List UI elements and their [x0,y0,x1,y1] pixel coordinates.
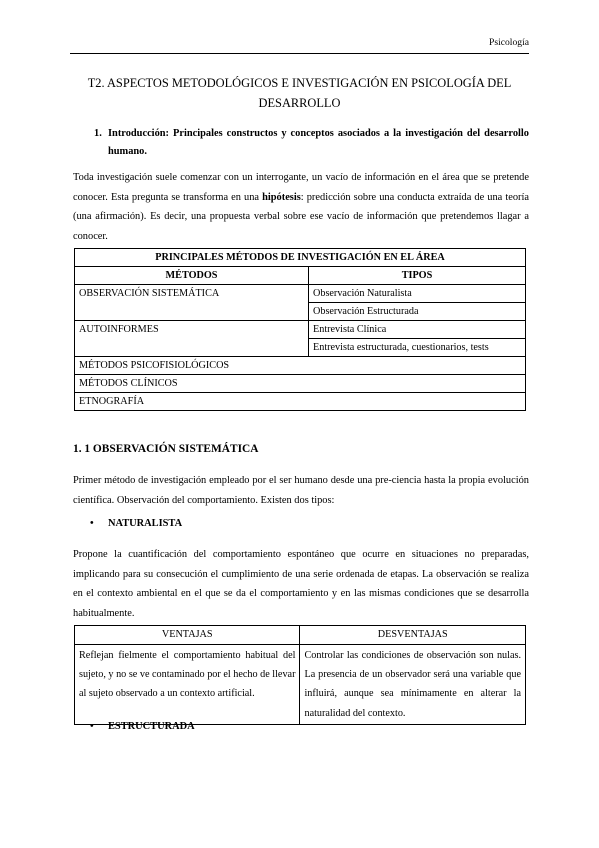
pros-cell: Reflejan fielmente el comportamiento habitual del sujeto, y no se ve contaminado por el hecho de llevar al sujeto observado a un contexto artificial. [75,645,300,725]
section-1-heading [94,125,529,161]
bullet-naturalista-label: NATURALISTA [108,518,183,529]
bullet-estructurada-label: ESTRUCTURADA [108,721,195,732]
methods-column-header: MÉTODOS [75,267,309,285]
hipotesis-term: hipótesis [262,191,301,203]
type-cell: Entrevista estructurada, cuestionarios, tests [309,339,526,357]
section-1-title: Introducción: Principales constructos y conceptos asociados a la investigación del desarrollo humano. [108,128,529,157]
cons-cell: Controlar las condiciones de observación son nulas. La presencia de un observador será una variable que influirá, aunque sea mínimamente en alterar la naturalidad del contexto. [300,645,526,725]
bullet-glyph: • [90,518,94,529]
method-cell: OBSERVACIÓN SISTEMÁTICA [75,285,309,321]
method-cell: AUTOINFORMES [75,321,309,357]
methods-table-title: PRINCIPALES MÉTODOS DE INVESTIGACIÓN EN EL ÁREA [75,249,526,267]
type-cell: Observación Estructurada [309,303,526,321]
document-title: T2. ASPECTOS METODOLÓGICOS E INVESTIGACIÓN EN PSICOLOGÍA DEL DESARROLLO [87,76,512,110]
running-header: Psicología [489,37,529,48]
intro-text-before: Toda investigación suele comenzar con un interrogante, un vacío de información en el área que se pretende conocer. Esta pregunta se transforma en una [73,172,529,203]
table-row [75,375,526,393]
pros-column-header: VENTAJAS [75,626,300,645]
section-1-1-heading: 1. 1 OBSERVACIÓN SISTEMÁTICA [73,443,259,455]
pros-cons-table [74,625,526,725]
method-cell: MÉTODOS PSICOFISIOLÓGICOS [75,357,526,375]
table-row [75,357,526,375]
bullet-estructurada [90,721,195,732]
methods-table [74,248,526,411]
intro-text-after: : predicción sobre una conducta extraída de una teoría (una afirmación). Es decir, una propuesta verbal sobre ese vacío de información que pretendemos llagar a conocer. [73,191,529,242]
section-1-1-paragraph: Primer método de investigación empleado por el ser humano desde una pre-ciencia hasta la propia evolución científica. Observación del comportamiento. Existen dos tipos: [73,475,529,506]
type-cell: Entrevista Clínica [309,321,526,339]
header-rule [70,53,529,54]
method-cell: ETNOGRAFÍA [75,393,526,411]
section-1-number: 1. [94,128,102,139]
type-cell: Observación Naturalista [309,285,526,303]
bullet-glyph: • [90,721,94,732]
table-row [75,321,526,339]
table-row [75,645,526,725]
bullet-naturalista [90,518,182,529]
types-column-header: TIPOS [309,267,526,285]
table-row [75,393,526,411]
cons-column-header: DESVENTAJAS [300,626,526,645]
intro-paragraph [73,168,529,246]
naturalista-paragraph: Propone la cuantificación del comportamiento espontáneo que ocurre en situaciones no preparadas, implicando para su consecución el cumplimiento de una serie ordenada de etapas. La observación se realiza en el contexto ambiental en el que se da el comportamiento y en las mismas condiciones que se desarrolla habitualmente. [73,549,529,619]
table-row [75,285,526,303]
method-cell: MÉTODOS CLÍNICOS [75,375,526,393]
